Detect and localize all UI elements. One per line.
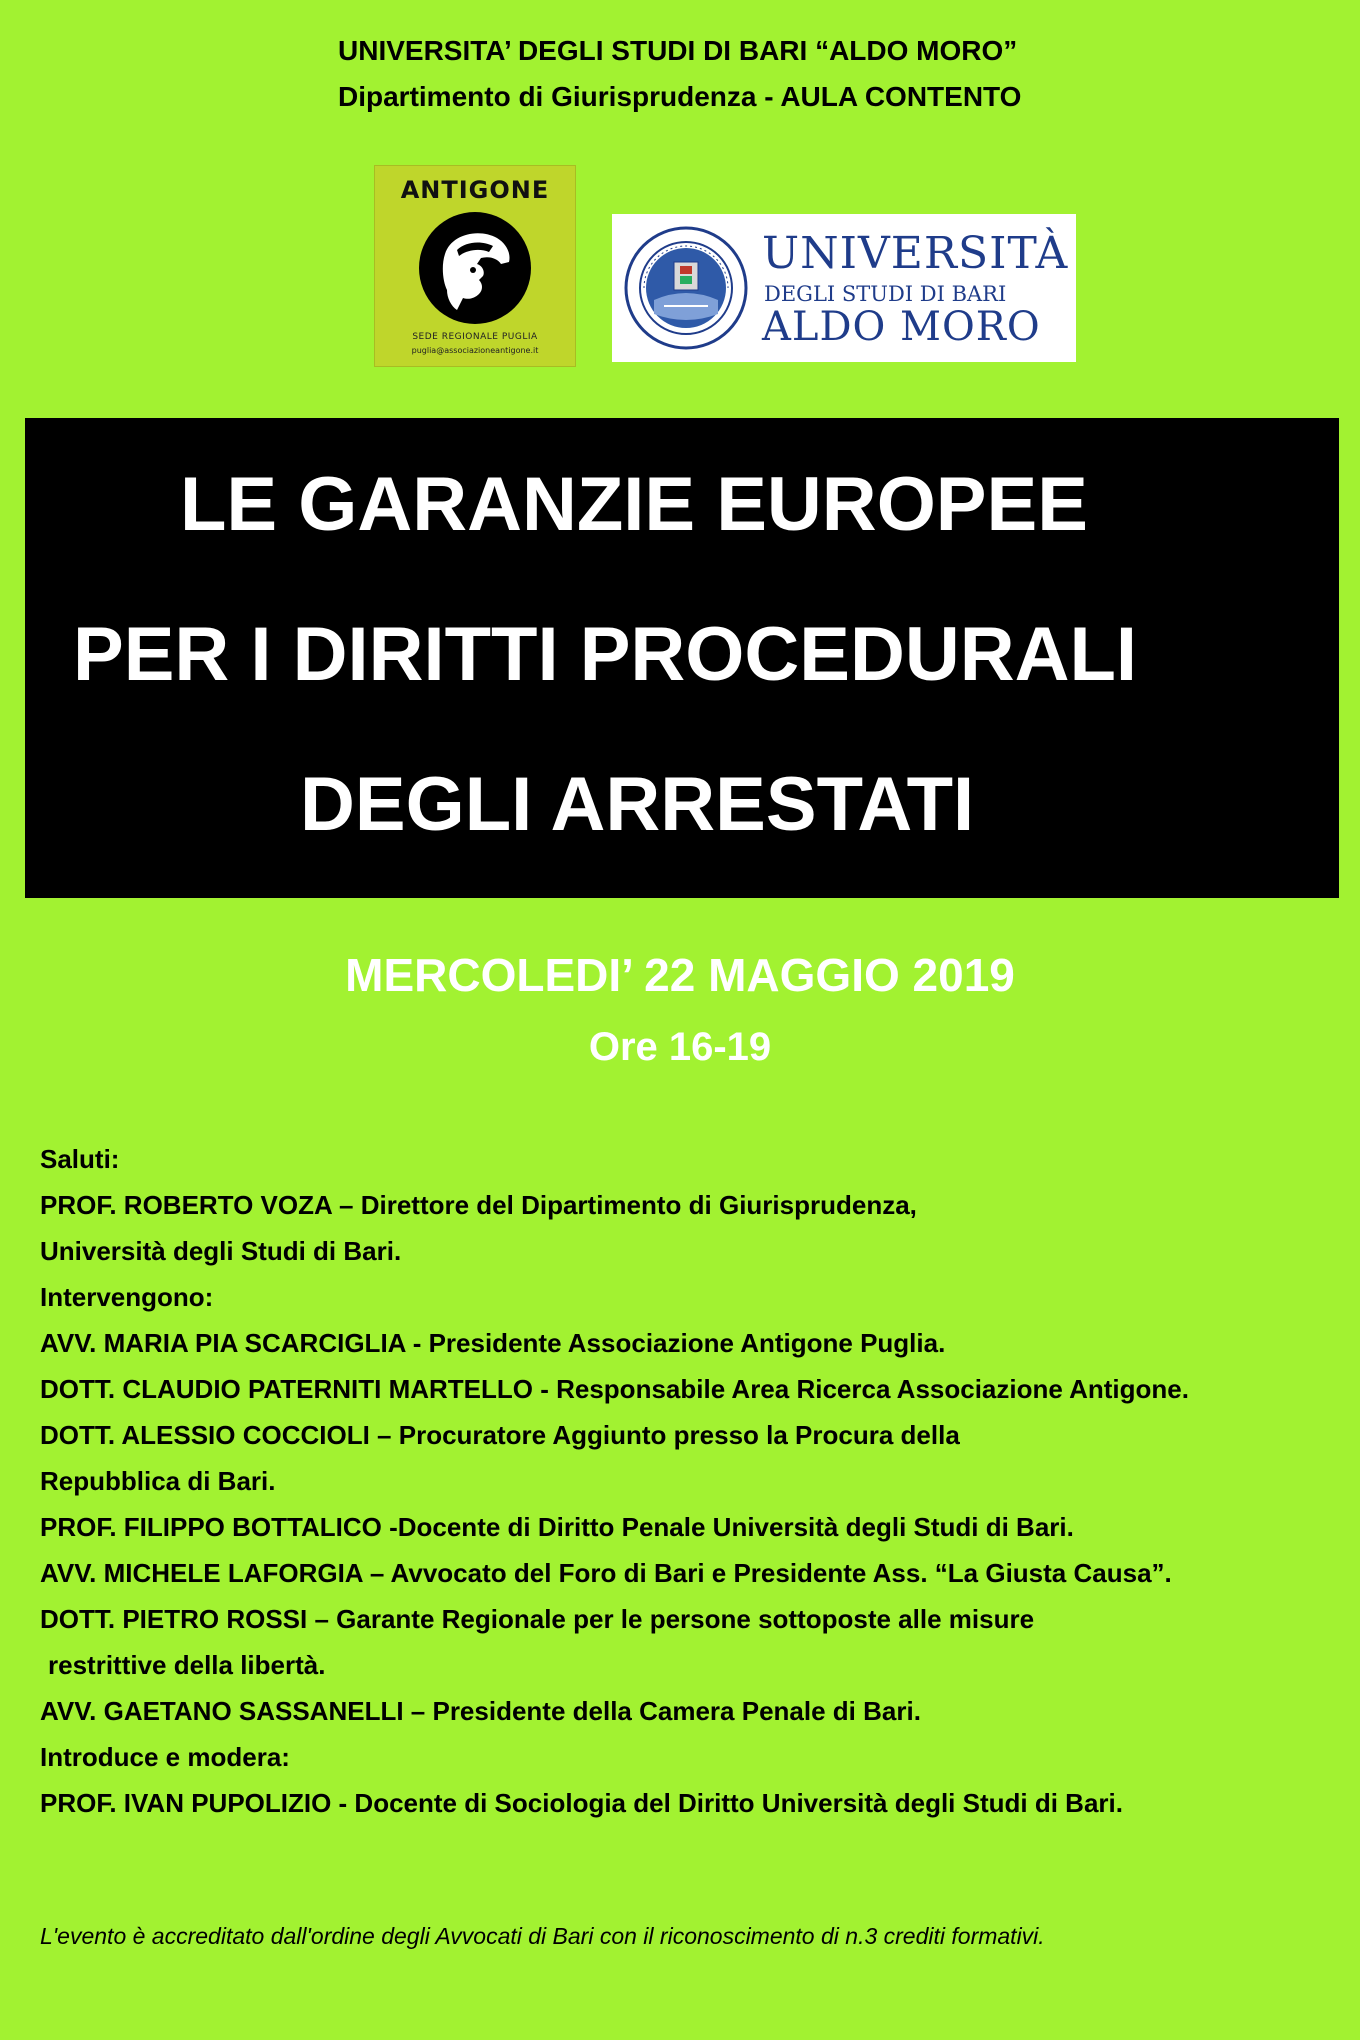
program-line: Intervengono:	[40, 1282, 214, 1312]
header-university: UNIVERSITA’ DEGLI STUDI DI BARI “ALDO MORO”	[338, 35, 1018, 66]
program-line: DOTT. CLAUDIO PATERNITI MARTELLO - Responsabile Area Ricerca Associazione Antigone.	[40, 1374, 1189, 1404]
program-line: restrittive della libertà.	[48, 1650, 326, 1680]
title-line-2: PER I DIRITTI PROCEDURALI	[73, 612, 1138, 697]
title-banner	[25, 418, 1339, 898]
program-line: Introduce e modera:	[40, 1742, 290, 1772]
program-line: DOTT. ALESSIO COCCIOLI – Procuratore Aggiunto presso la Procura della	[40, 1420, 960, 1450]
title-line-1: LE GARANZIE EUROPEE	[180, 462, 1088, 547]
university-logo	[612, 214, 1076, 362]
program-line: PROF. FILIPPO BOTTALICO -Docente di Diritto Penale Università degli Studi di Bari.	[40, 1512, 1074, 1542]
university-seal-icon	[624, 226, 748, 350]
program-line: DOTT. PIETRO ROSSI – Garante Regionale per le persone sottoposte alle misure	[40, 1604, 1035, 1634]
accreditation-note: L'evento è accreditato dall'ordine degli Avvocati di Bari con il riconoscimento di n.3 crediti formativi.	[40, 1923, 1045, 1949]
antigone-logo-subtitle: SEDE REGIONALE PUGLIA	[412, 332, 538, 342]
event-date: MERCOLEDI’ 22 MAGGIO 2019	[345, 949, 1015, 1001]
program-line: Saluti:	[40, 1144, 120, 1174]
antigone-logo-email: puglia@associazioneantigone.it	[411, 346, 539, 355]
program-line: Università degli Studi di Bari.	[40, 1236, 402, 1266]
program-line: Repubblica di Bari.	[40, 1466, 276, 1496]
program-line: AVV. MARIA PIA SCARCIGLIA - Presidente Associazione Antigone Puglia.	[40, 1328, 946, 1358]
event-time: Ore 16-19	[588, 1025, 772, 1069]
program-list	[40, 1136, 1340, 1826]
university-logo-line2: DEGLI STUDI DI BARI	[764, 282, 1007, 306]
university-logo-line1: UNIVERSITÀ	[762, 228, 1069, 279]
program-line: PROF. IVAN PUPOLIZIO - Docente di Sociologia del Diritto Università degli Studi di Bari.	[40, 1788, 1123, 1818]
program-line: PROF. ROBERTO VOZA – Direttore del Dipartimento di Giurisprudenza,	[40, 1190, 917, 1220]
antigone-logo-name: ANTIGONE	[400, 176, 550, 204]
university-logo-line3: ALDO MORO	[762, 304, 1041, 350]
antigone-logo	[374, 165, 576, 367]
program-line: AVV. GAETANO SASSANELLI – Presidente della Camera Penale di Bari.	[40, 1696, 921, 1726]
antigone-head-icon	[417, 210, 533, 326]
program-line: AVV. MICHELE LAFORGIA – Avvocato del Foro di Bari e Presidente Ass. “La Giusta Causa”.	[40, 1558, 1172, 1588]
title-line-3: DEGLI ARRESTATI	[300, 762, 975, 847]
header-department: Dipartimento di Giurisprudenza - AULA CONTENTO	[338, 81, 1022, 112]
